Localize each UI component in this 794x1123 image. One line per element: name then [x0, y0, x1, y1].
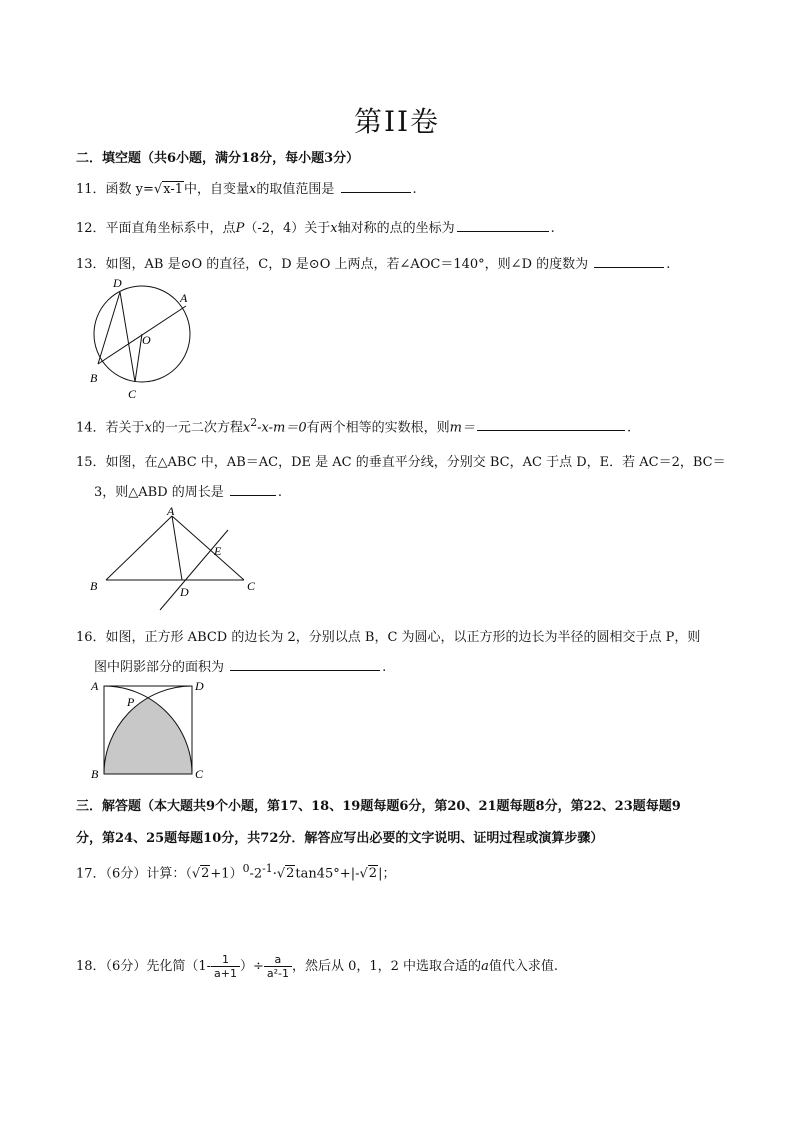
figure-15-triangle — [86, 504, 266, 616]
variable: x — [249, 182, 257, 197]
question-text: · — [272, 866, 277, 882]
question-number: 11． — [76, 182, 106, 197]
side-ac — [172, 516, 244, 580]
question-text: +1） — [210, 866, 243, 882]
chord-dc — [120, 292, 135, 382]
question-text: 的一元二次方程 — [151, 420, 243, 436]
punctuation: . — [666, 257, 671, 272]
punctuation: . — [412, 182, 417, 197]
answer-blank[interactable] — [457, 219, 549, 232]
question-number: 16． — [76, 630, 106, 645]
denominator: a²-1 — [266, 967, 289, 980]
equation: x — [242, 420, 251, 436]
label-c: C — [247, 579, 256, 593]
figure-13-circle — [80, 272, 210, 402]
exponent: -1 — [262, 862, 273, 875]
label-d: D — [113, 276, 122, 290]
question-11: 11．函数 y=√x-1中，自变量x的取值范围是 . — [76, 182, 417, 197]
question-number: 17． — [76, 866, 106, 882]
question-14 — [76, 416, 631, 435]
shaded-region — [104, 698, 192, 774]
punctuation: . — [550, 221, 555, 236]
answer-blank[interactable] — [230, 658, 380, 671]
variable: x — [144, 420, 152, 436]
figure-16-square — [86, 676, 216, 782]
question-number: 14． — [76, 420, 106, 436]
variable: a — [481, 959, 489, 974]
question-number: 15． — [76, 455, 106, 470]
question-text: 中，自变量 — [184, 182, 250, 197]
label-a: A — [91, 679, 99, 693]
question-number: 18． — [76, 959, 106, 974]
question-number: 12． — [76, 221, 106, 236]
question-text: 的取值范围是 — [256, 182, 335, 197]
section-solve-heading — [76, 791, 726, 855]
label-b: B — [91, 767, 99, 781]
label-b: B — [90, 579, 98, 593]
question-text: 如图，在△ABC 中，AB＝AC，DE 是 AC 的垂直平分线，分别交 BC，AC 于点 D，E．若 AC＝2，BC＝ — [105, 455, 726, 470]
side-ab — [106, 516, 172, 580]
chord-db — [98, 292, 120, 364]
punctuation: . — [277, 485, 283, 500]
section-text: 三．解答题（本大题共9个小题，第17、18、19题每题6分，第20、21题每题8分，第22、23题每题9 — [76, 799, 681, 814]
question-text: 值代入求值. — [488, 959, 558, 974]
question-18 — [76, 953, 558, 980]
denominator: a+1 — [213, 967, 237, 980]
label-a: A — [167, 504, 175, 518]
label-d: D — [195, 679, 204, 693]
question-text: 函数 y= — [105, 182, 154, 197]
question-text: |； — [378, 866, 396, 882]
numerator: a — [264, 953, 292, 967]
sqrt-radicand: x-1 — [163, 182, 183, 197]
question-text: 有两个相等的实数根，则 — [306, 420, 450, 436]
question-13 — [76, 253, 670, 272]
numerator: 1 — [211, 953, 240, 967]
variable: x — [330, 221, 338, 236]
exponent: 2 — [250, 416, 258, 429]
sqrt-radicand: 2 — [286, 866, 295, 882]
punctuation: . — [382, 660, 387, 675]
perpendicular-bisector-de — [160, 530, 228, 610]
question-text: （-2，4）关于 — [244, 221, 331, 236]
question-text: 平面直角坐标系中，点 — [105, 221, 236, 236]
label-a: A — [180, 291, 188, 305]
label-c: C — [195, 767, 204, 781]
question-text: tan45°+|- — [295, 866, 360, 882]
label-d: D — [180, 585, 189, 599]
fraction-a-over-a-squared-minus-1 — [264, 953, 292, 980]
label-o: O — [142, 333, 151, 347]
radius-oc — [135, 334, 142, 382]
sqrt-radicand: 2 — [201, 866, 210, 882]
variable: m＝ — [449, 420, 475, 436]
question-number: 13． — [76, 257, 106, 272]
question-text: 若关于 — [105, 420, 145, 436]
question-text: 3，则△ABD 的周长是 — [94, 485, 224, 500]
punctuation: . — [627, 420, 632, 436]
answer-blank[interactable] — [230, 483, 276, 496]
question-text: （6分）计算：（ — [105, 866, 192, 882]
question-12 — [76, 217, 555, 236]
question-text: -2 — [249, 866, 263, 882]
label-e: E — [214, 544, 222, 558]
question-text: ）÷ — [239, 959, 264, 974]
question-17: 17．（6分）计算：$(√2+1)^0-2^{-1}\cdot√2\tan 45^\circ+|-√2|$； — [76, 862, 396, 882]
answer-blank[interactable] — [341, 180, 411, 193]
label-p: P — [127, 695, 135, 709]
question-15 — [76, 448, 726, 508]
section-fill-in-heading: 二．填空题（共6小题，满分18分，每小题3分） — [76, 151, 360, 166]
exponent: 0 — [242, 862, 250, 875]
section-text: 分，第24、25题每题10分，共72分．解答应写出必要的文字说明、证明过程或演算步骤） — [76, 831, 604, 846]
question-16 — [76, 623, 726, 683]
question-text: ，然后从 0，1，2 中选取合适的 — [291, 959, 482, 974]
label-b: B — [90, 371, 98, 385]
segment-ad — [172, 516, 182, 580]
answer-blank[interactable] — [477, 418, 625, 431]
answer-blank[interactable] — [594, 255, 664, 268]
equation: -x-m＝0 — [257, 420, 307, 436]
sqrt-radicand: 2 — [368, 866, 378, 882]
variable: P — [235, 221, 245, 236]
fraction-1-over-a-plus-1 — [211, 953, 240, 980]
question-text: 图中阴影部分的面积为 — [94, 660, 225, 675]
question-text: 如图，正方形 ABCD 的边长为 2，分别以点 B，C 为圆心，以正方形的边长为半径的圆相交于点 P，则 — [105, 630, 701, 645]
question-text: 如图，AB 是⊙O 的直径，C，D 是⊙O 上两点，若∠AOC＝140°，则∠D 的度数为 — [105, 257, 589, 272]
question-text: 轴对称的点的坐标为 — [337, 221, 455, 236]
label-c: C — [128, 387, 137, 401]
page-title: 第II卷 — [353, 105, 441, 138]
question-text: （6分）先化简（1- — [105, 959, 211, 974]
